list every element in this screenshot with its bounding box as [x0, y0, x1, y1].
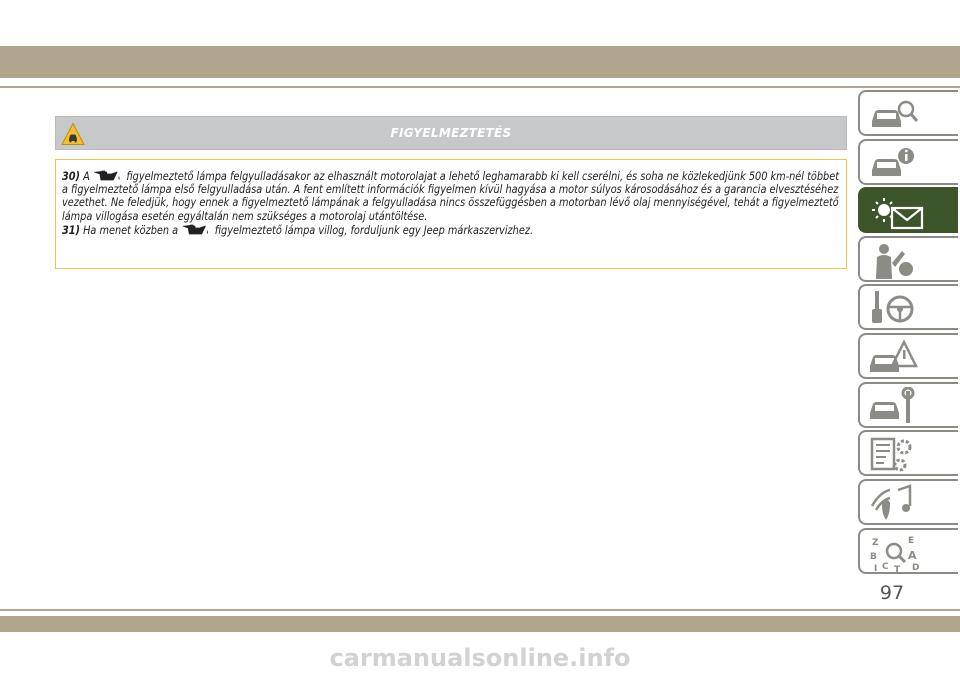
warning-header: [55, 116, 847, 150]
tab-starting-driving[interactable]: [858, 284, 958, 330]
svg-text:Z: Z: [872, 538, 879, 548]
item-31-prefix: Ha menet közben a: [83, 222, 179, 237]
svg-text:A: A: [908, 549, 917, 562]
warning-item-30: [62, 169, 843, 237]
page-number: 97: [879, 582, 905, 604]
item-30-text: figyelmeztető lámpa felgyulladásakor az elhasznált motorolajat a lehető leghamarabb ki kell cserélni, és soha ne közlekedjünk 500 km-nél többet a figyelmeztető lámpa első felgyulladása után. A fent említett információk figyelmen kívül hagyása a motor súlyos károsodásához és a garancia elvesztéséhez vezethet. Ne feledjük, hogy ennek a figyelmeztető lámpának a felgyulladása nincs összefüggésben a motorban lévő olaj mennyiségével, tehát a figyelmeztető lámpa villogása esetén egyáltalán nem szükséges a motorolaj utántöltése.: [62, 169, 840, 223]
svg-text:C: C: [882, 562, 889, 572]
tab-car-info[interactable]: [858, 139, 958, 185]
bottom-band: [0, 616, 960, 632]
tab-multimedia[interactable]: [858, 479, 958, 525]
svg-text:E: E: [908, 536, 915, 546]
tab-safety[interactable]: [858, 236, 958, 282]
car-info-icon: [868, 144, 918, 184]
car-wrench-icon: [868, 387, 918, 427]
top-rule: [0, 86, 960, 88]
car-search-icon: [868, 95, 918, 135]
svg-text:B: B: [870, 552, 877, 562]
tab-technical-data[interactable]: [858, 430, 958, 476]
warning-box: [55, 159, 847, 269]
alphabet-index-icon: [868, 533, 922, 573]
person-airbag-icon: [868, 241, 918, 281]
tab-car-search[interactable]: [858, 90, 958, 136]
tab-servicing[interactable]: [858, 382, 958, 428]
light-envelope-icon: [868, 192, 928, 232]
item-30-prefix: A: [83, 169, 90, 183]
item-30-number: 30): [62, 169, 81, 183]
tab-index[interactable]: [858, 528, 958, 574]
svg-text:T: T: [894, 565, 901, 573]
tab-emergency[interactable]: [858, 333, 958, 379]
svg-text:I: I: [874, 564, 878, 573]
key-steering-wheel-icon: [868, 289, 918, 329]
watermark: carmanualsonline.info: [329, 644, 631, 672]
top-band: [0, 46, 960, 78]
specs-gear-icon: [868, 435, 918, 475]
item-31-number: 31): [62, 222, 81, 237]
svg-text:D: D: [912, 563, 920, 573]
tab-lights-messages[interactable]: [858, 187, 958, 233]
warning-title: FIGYELMEZTETÉS: [390, 126, 512, 140]
oil-can-icon: [181, 223, 210, 236]
item-31-text: figyelmeztető lámpa villog, forduljunk egy Jeep márkaszervizhez.: [214, 222, 534, 237]
car-crash-warning-icon: [868, 338, 918, 378]
music-navigation-icon: [868, 484, 918, 524]
bottom-rule: [0, 609, 960, 611]
oil-can-icon: [93, 169, 122, 182]
